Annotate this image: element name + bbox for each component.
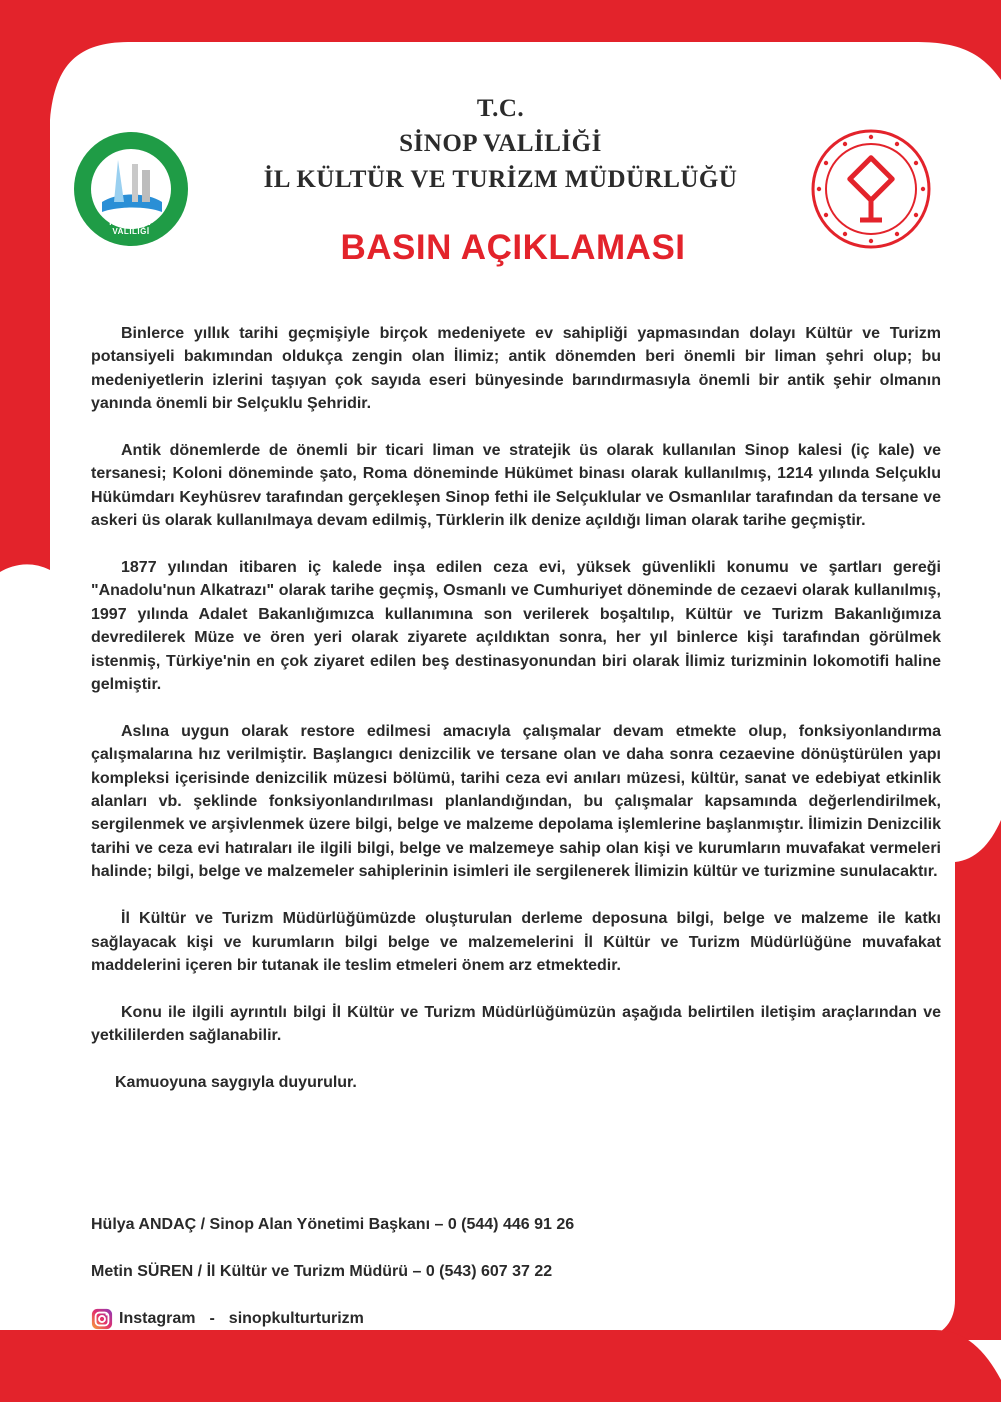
instagram-icon (91, 1308, 113, 1330)
instagram-separator: - (209, 1310, 215, 1327)
closing-line: Kamuoyuna saygıyla duyurulur. (115, 1073, 357, 1091)
paragraph-6: Konu ile ilgili ayrıntılı bilgi İl Kültür ve Turizm Müdürlüğümüzün aşağıda belirtilen iletişim araçlarından ve yetkililerden sağlanabilir. (91, 1003, 941, 1045)
document-body (91, 322, 941, 1118)
paragraph-2: Antik dönemlerde de önemli bir ticari liman ve stratejik üs olarak kullanılan Sinop kalesi (iç kale) ve tersanesi; Koloni döneminde şato, Roma döneminde Hükümet binası olarak kullanılmış, 1214 yılında Selçuklu Hükümdarı Keyhüsrev tarafından gerçekleşen Sinop fethi ile Selçuklular ve Osmanlılar tarafından da tersane ve askeri üs olarak kullanılmaya devam edilmiş, Türklerin ilk denize açıldığı liman olarak tarihe geçmiştir. (91, 442, 941, 530)
contact-section (91, 1213, 941, 1331)
left-logo-caption: T.C. SİNOP VALİLİĞİ (107, 218, 155, 236)
header-line-mudurluk: İL KÜLTÜR VE TURİZM MÜDÜRLÜĞÜ (263, 166, 738, 193)
paragraph-5: İl Kültür ve Turizm Müdürlüğümüzde oluşturulan derleme deposuna bilgi, belge ve malzeme ile katkı sağlayacak kişi ve kurumların bilgi belge ve malzemelerini İl Kültür ve Turizm Müdürlüğüne muvafakat maddelerini içeren bir tutanak ile teslim etmeleri önem arz etmektedir. (91, 910, 941, 974)
paragraph-1: Binlerce yıllık tarihi geçmişiyle birçok medeniyete ev sahipliği yapmasından dolayı Kültür ve Turizm potansiyeli bakımından oldukça zengin olan İlimiz; antik dönemden beri önemli bir liman şehri olup; bu medeniyetlerin izlerini taşıyan çok sayıda eseri bünyesinde barındırmasıyla önemli bir antik şehir olmanın yanında önemli bir Selçuklu Şehridir. (91, 325, 941, 413)
bottom-red-band (0, 1330, 1001, 1402)
header-line-valilik: SİNOP VALİLİĞİ (399, 130, 602, 157)
header-line-tc: T.C. (476, 95, 525, 122)
instagram-handle[interactable]: sinopkulturturizm (228, 1310, 364, 1327)
contact-andac: Hülya ANDAÇ / Sinop Alan Yönetimi Başkanı – 0 (544) 446 91 26 (91, 1216, 575, 1233)
press-release-title: BASIN AÇIKLAMASI (340, 228, 686, 267)
paragraph-4: Aslına uygun olarak restore edilmesi amacıyla çalışmalar devam etmekte olup, fonksiyonlandırma çalışmalarına hız verilmiştir. Başlangıcı denizcilik ve tersane olan ve daha sonra cezaevine dönüştürülen yapı kompleksi içerisinde denizcilik müzesi bölümü, tarihi ceza evi anıları müzesi, kültür, sanat ve edebiyat etkinlik alanları vb. şeklinde fonksiyonlandırılması planlandığından, bu çalışmalar kapsamında değerlendirilmek, sergilenmek ve arşivlenmek üzere bilgi, belge ve malzeme depolama işlemlerine başlanmıştır. İlimizin Denizcilik tarihi ve ceza evi hatıraları ile ilgili bilgi, belge ve malzemeye sahip olan kişi ve kurumların muvafakat vermeleri halinde; bilgi, belge ve malzemeler sahiplerinin isimleri ile sergilenerek İlimizin kültür ve turizmine sunulacaktır. (91, 722, 941, 881)
instagram-row[interactable] (91, 1307, 941, 1331)
paragraph-3: 1877 yılından itibaren iç kalede inşa edilen ceza evi, yüksek güvenlikli konumu ve şartları gereği "Anadolu'nun Alkatrazı" olarak tarihe geçmiş, Osmanlı ve Cumhuriyet döneminde de cezaevi olarak kullanılmış, 1997 yılında Adalet Bakanlığımızca kullanımına son verilerek boşaltılıp, Kültür ve Turizm Bakanlığımıza devredilerek Müze ve ören yeri olarak ziyarete açıldıktan sonra, her yıl binlerce kişi tarafından görülmek istenmiş, Türkiye'nin en çok ziyaret edilen beş destinasyonundan biri olarak İlimiz turizminin lokomotifi haline gelmiştir. (91, 559, 941, 694)
instagram-label: Instagram (119, 1310, 196, 1327)
contact-suren: Metin SÜREN / İl Kültür ve Turizm Müdürü – 0 (543) 607 37 22 (91, 1263, 553, 1280)
